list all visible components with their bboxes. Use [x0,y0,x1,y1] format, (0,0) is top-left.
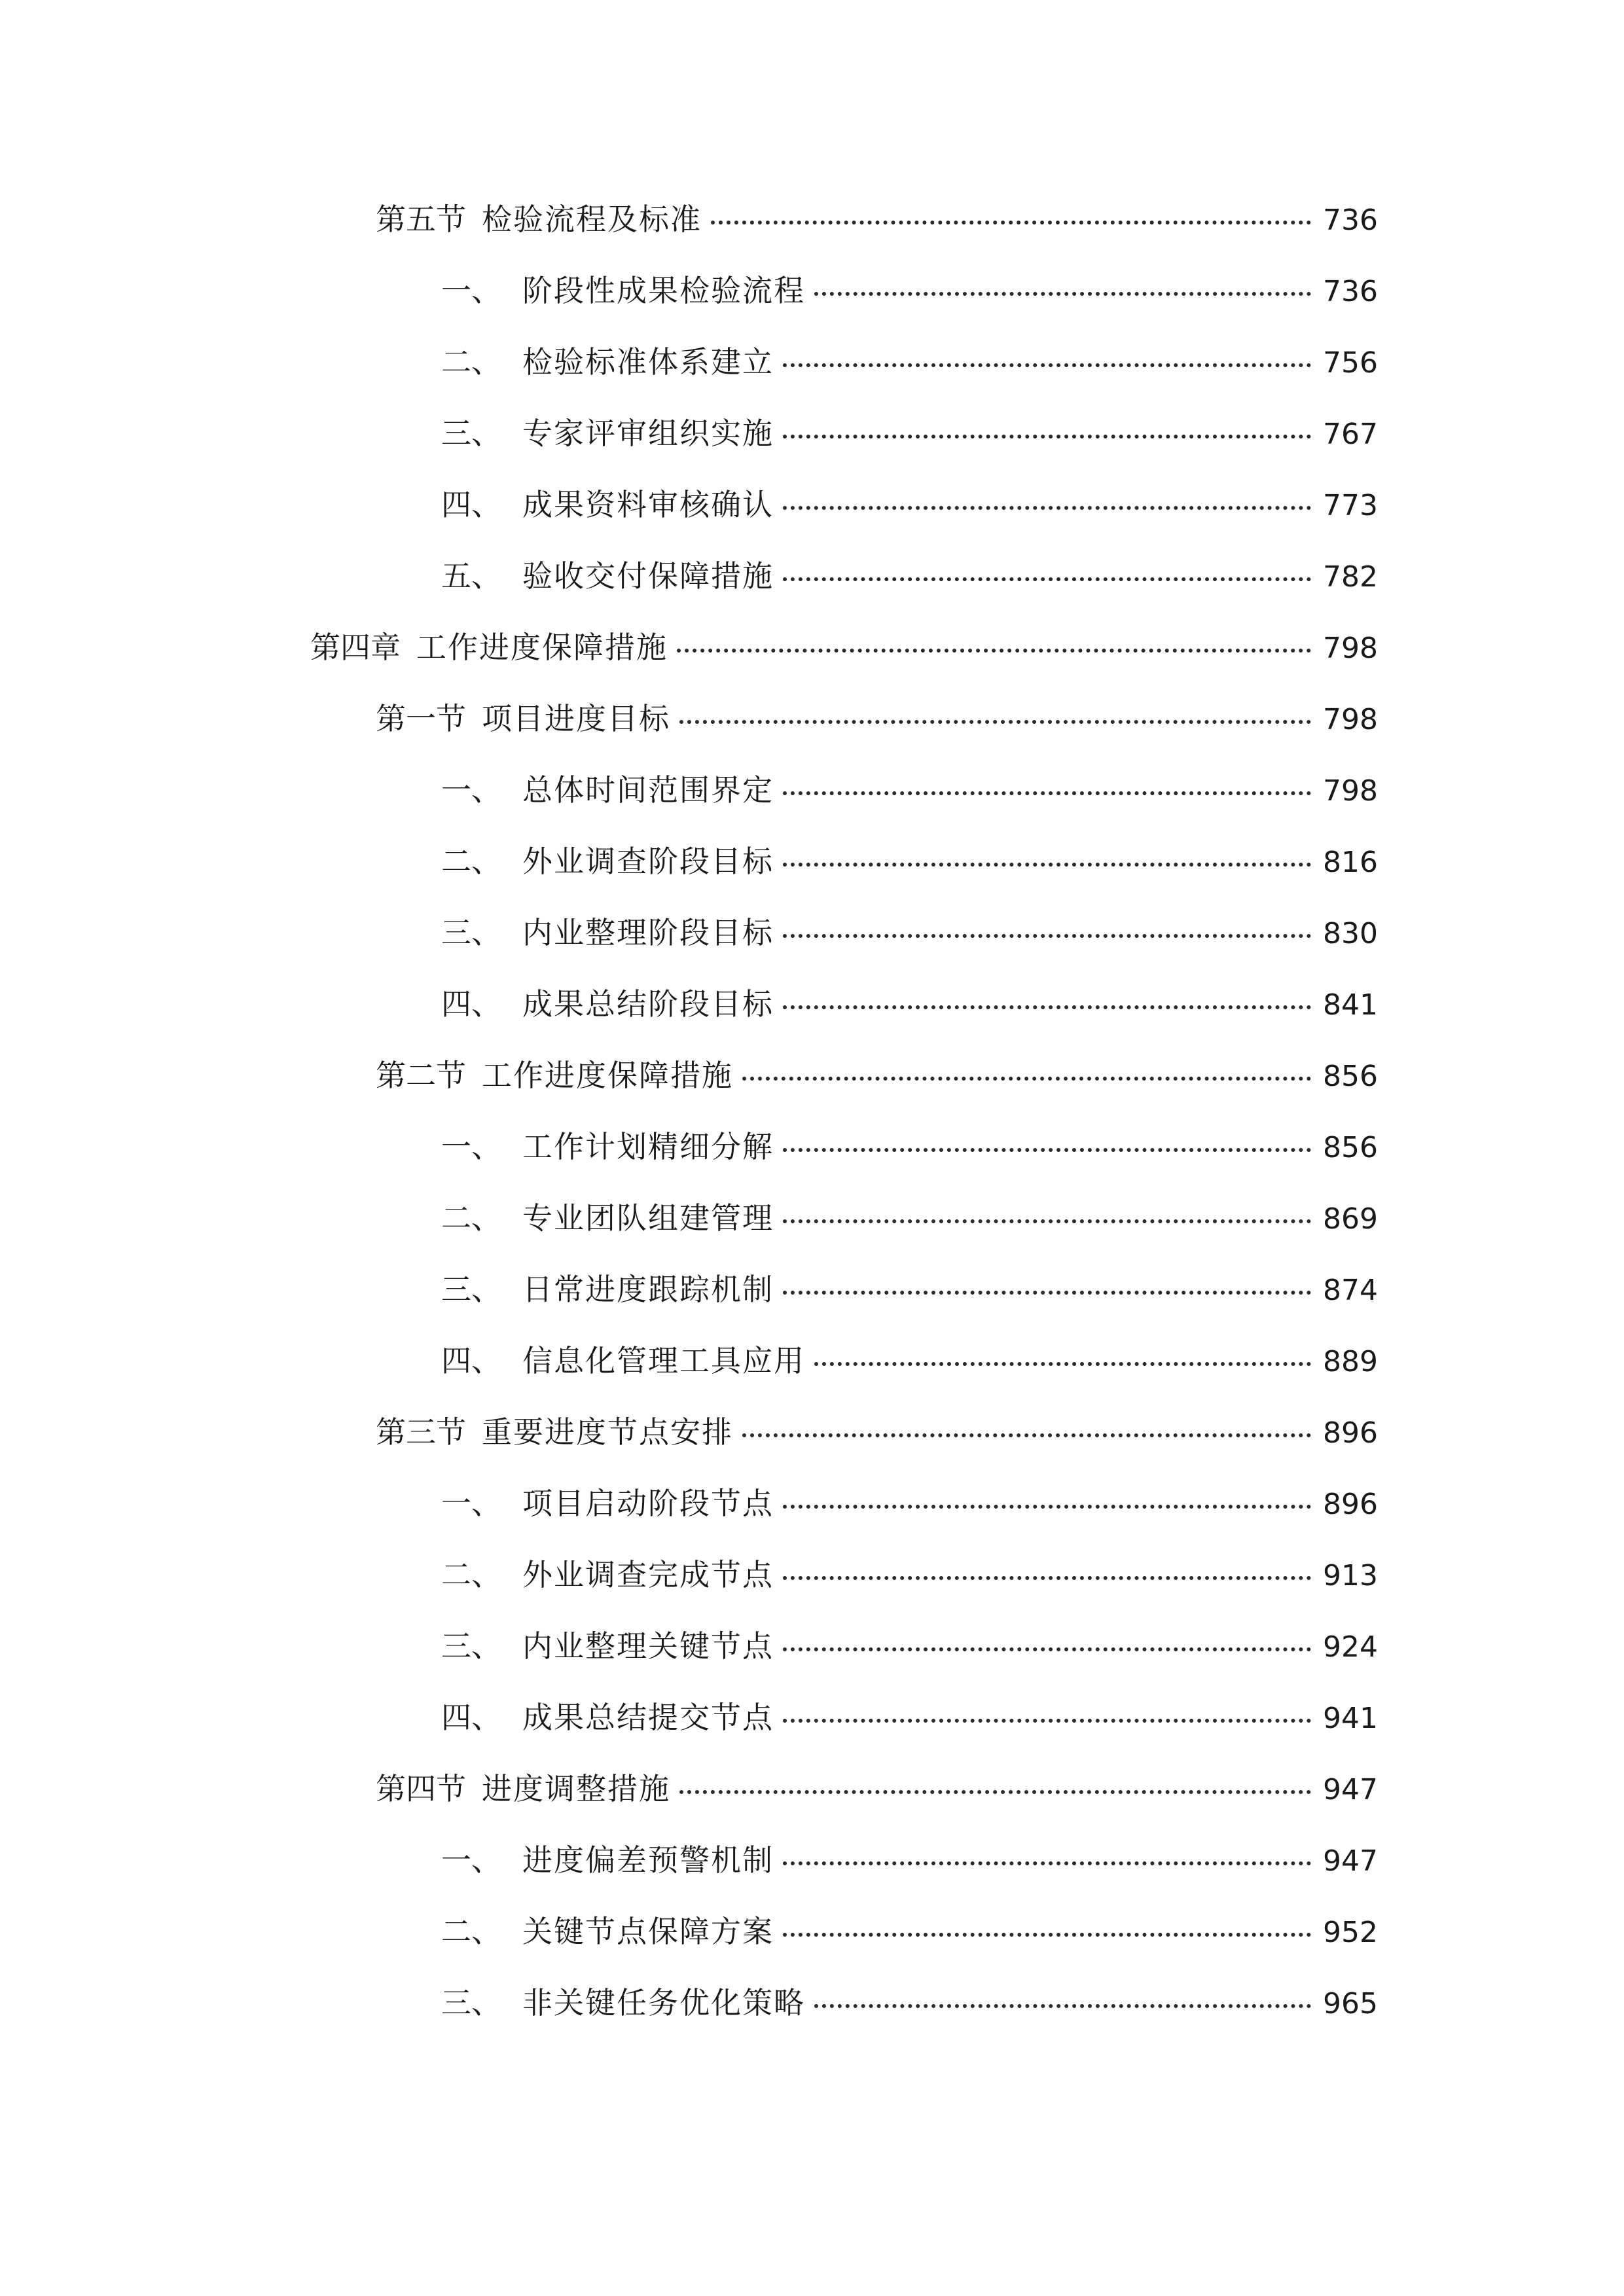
toc-entry-page-number: 896 [1323,1488,1378,1521]
toc-entry-prefix: 二、 [441,1200,501,1236]
dot-leader [814,292,1311,296]
toc-entry-title: 内业整理关键节点 [522,1628,774,1664]
toc-entry-title: 外业调查完成节点 [522,1557,774,1592]
toc-entry-title: 专业团队组建管理 [522,1200,774,1236]
toc-entry-prefix: 第一节 [376,701,466,736]
toc-entry-page-number: 952 [1323,1916,1378,1949]
toc-entry-chapter[interactable] [310,621,1378,673]
toc-entry-prefix: 四、 [441,487,501,522]
toc-entry-prefix: 三、 [441,1628,501,1664]
dot-leader [783,1861,1311,1865]
toc-entry-item[interactable] [441,1691,1378,1744]
toc-entry-item[interactable] [441,1977,1378,2029]
toc-entry-page-number: 756 [1323,346,1378,380]
toc-entry-title: 总体时间范围界定 [522,772,774,808]
toc-entry-item[interactable] [441,835,1378,888]
toc-entry-item[interactable] [441,1121,1378,1173]
toc-entry-item[interactable] [441,1192,1378,1244]
dot-leader [783,363,1311,367]
toc-entry-item[interactable] [441,764,1378,816]
toc-entry-prefix: 四、 [441,986,501,1022]
dot-leader [783,1933,1311,1937]
toc-entry-title: 重要进度节点安排 [482,1414,733,1450]
toc-entry-prefix: 二、 [441,844,501,879]
toc-entry-page-number: 816 [1323,846,1378,879]
toc-entry-item[interactable] [441,1477,1378,1530]
toc-entry-page-number: 941 [1323,1702,1378,1735]
toc-entry-title: 内业整理阶段目标 [522,915,774,950]
dot-leader [742,1433,1311,1437]
toc-entry-item[interactable] [441,407,1378,459]
dot-leader [711,221,1311,224]
toc-entry-page-number: 947 [1323,1773,1378,1806]
dot-leader [783,934,1311,938]
dot-leader [783,1291,1311,1295]
toc-entry-item[interactable] [441,1905,1378,1958]
toc-entry-title: 项目进度目标 [482,701,670,736]
toc-entry-section[interactable] [376,1049,1378,1102]
toc-entry-item[interactable] [441,1620,1378,1672]
toc-entry-title: 验收交付保障措施 [522,558,774,594]
toc-entry-page-number: 856 [1323,1131,1378,1164]
toc-entry-item[interactable] [441,1549,1378,1601]
toc-entry-page-number: 736 [1323,275,1378,308]
dot-leader [783,1505,1311,1509]
toc-entry-item[interactable] [441,906,1378,959]
toc-entry-title: 阶段性成果检验流程 [522,273,805,308]
toc-entry-section[interactable] [376,692,1378,745]
toc-entry-page-number: 798 [1323,774,1378,808]
toc-entry-page-number: 947 [1323,1844,1378,1878]
toc-entry-prefix: 五、 [441,558,501,594]
dot-leader [783,1719,1311,1723]
toc-entry-item[interactable] [441,264,1378,317]
dot-leader [783,1219,1311,1223]
dot-leader [783,1005,1311,1009]
dot-leader [679,720,1311,724]
toc-entry-prefix: 四、 [441,1343,501,1378]
toc-entry-page-number: 830 [1323,917,1378,950]
toc-entry-item[interactable] [441,550,1378,602]
dot-leader [783,435,1311,439]
toc-entry-prefix: 一、 [441,1842,501,1878]
toc-entry-prefix: 三、 [441,1272,501,1307]
toc-entry-prefix: 第四节 [376,1771,466,1806]
toc-entry-page-number: 773 [1323,489,1378,522]
toc-entry-item[interactable] [441,1335,1378,1387]
dot-leader [742,1077,1311,1081]
toc-entry-title: 进度偏差预警机制 [522,1842,774,1878]
dot-leader [783,506,1311,510]
toc-entry-title: 工作进度保障措施 [482,1058,733,1093]
toc-entry-page-number: 869 [1323,1202,1378,1236]
toc-entry-page-number: 965 [1323,1987,1378,2020]
toc-entry-item[interactable] [441,1263,1378,1316]
toc-entry-page-number: 856 [1323,1060,1378,1093]
toc-entry-prefix: 一、 [441,772,501,808]
toc-entry-title: 外业调查阶段目标 [522,844,774,879]
toc-entry-item[interactable] [441,1834,1378,1886]
dot-leader [677,649,1311,653]
toc-entry-page-number: 736 [1323,204,1378,237]
toc-entry-section[interactable] [376,193,1378,245]
toc-entry-prefix: 一、 [441,1129,501,1164]
toc-entry-title: 成果总结提交节点 [522,1700,774,1735]
toc-entry-prefix: 四、 [441,1700,501,1735]
toc-entry-item[interactable] [441,336,1378,388]
toc-entry-title: 工作进度保障措施 [416,630,668,665]
toc-entry-title: 成果总结阶段目标 [522,986,774,1022]
dot-leader [814,1362,1311,1366]
dot-leader [783,791,1311,795]
toc-entry-title: 进度调整措施 [482,1771,670,1806]
toc-entry-page-number: 782 [1323,560,1378,594]
dot-leader [679,1790,1311,1794]
toc-entry-prefix: 第四章 [310,630,401,665]
toc-entry-item[interactable] [441,978,1378,1030]
toc-entry-page-number: 798 [1323,703,1378,736]
toc-entry-prefix: 二、 [441,1914,501,1949]
toc-entry-page-number: 896 [1323,1416,1378,1450]
toc-entry-title: 工作计划精细分解 [522,1129,774,1164]
toc-entry-prefix: 二、 [441,344,501,380]
dot-leader [783,1576,1311,1580]
toc-entry-section[interactable] [376,1406,1378,1458]
toc-entry-prefix: 三、 [441,416,501,451]
toc-entry-page-number: 874 [1323,1274,1378,1307]
toc-entry-page-number: 798 [1323,632,1378,665]
toc-entry-page-number: 767 [1323,418,1378,451]
toc-entry-section[interactable] [376,1763,1378,1815]
toc-entry-prefix: 第二节 [376,1058,466,1093]
toc-entry-title: 检验标准体系建立 [522,344,774,380]
toc-entry-page-number: 924 [1323,1630,1378,1664]
dot-leader [783,1148,1311,1152]
toc-entry-prefix: 二、 [441,1557,501,1592]
toc-entry-title: 项目启动阶段节点 [522,1486,774,1521]
toc-entry-page-number: 841 [1323,988,1378,1022]
dot-leader [783,577,1311,581]
dot-leader [783,863,1311,867]
toc-entry-title: 检验流程及标准 [482,202,702,237]
toc-entry-prefix: 三、 [441,1985,501,2020]
toc-entry-title: 信息化管理工具应用 [522,1343,805,1378]
toc-entry-page-number: 913 [1323,1559,1378,1592]
toc-entry-prefix: 三、 [441,915,501,950]
toc-entry-title: 专家评审组织实施 [522,416,774,451]
toc-entry-title: 非关键任务优化策略 [522,1985,805,2020]
toc-entry-prefix: 一、 [441,273,501,308]
dot-leader [783,1647,1311,1651]
dot-leader [814,2004,1311,2008]
toc-entry-title: 日常进度跟踪机制 [522,1272,774,1307]
toc-entry-page-number: 889 [1323,1345,1378,1378]
toc-entry-prefix: 第三节 [376,1414,466,1450]
toc-entry-title: 关键节点保障方案 [522,1914,774,1949]
toc-entry-item[interactable] [441,478,1378,531]
toc-entry-prefix: 一、 [441,1486,501,1521]
toc-entry-title: 成果资料审核确认 [522,487,774,522]
toc-entry-prefix: 第五节 [376,202,466,237]
